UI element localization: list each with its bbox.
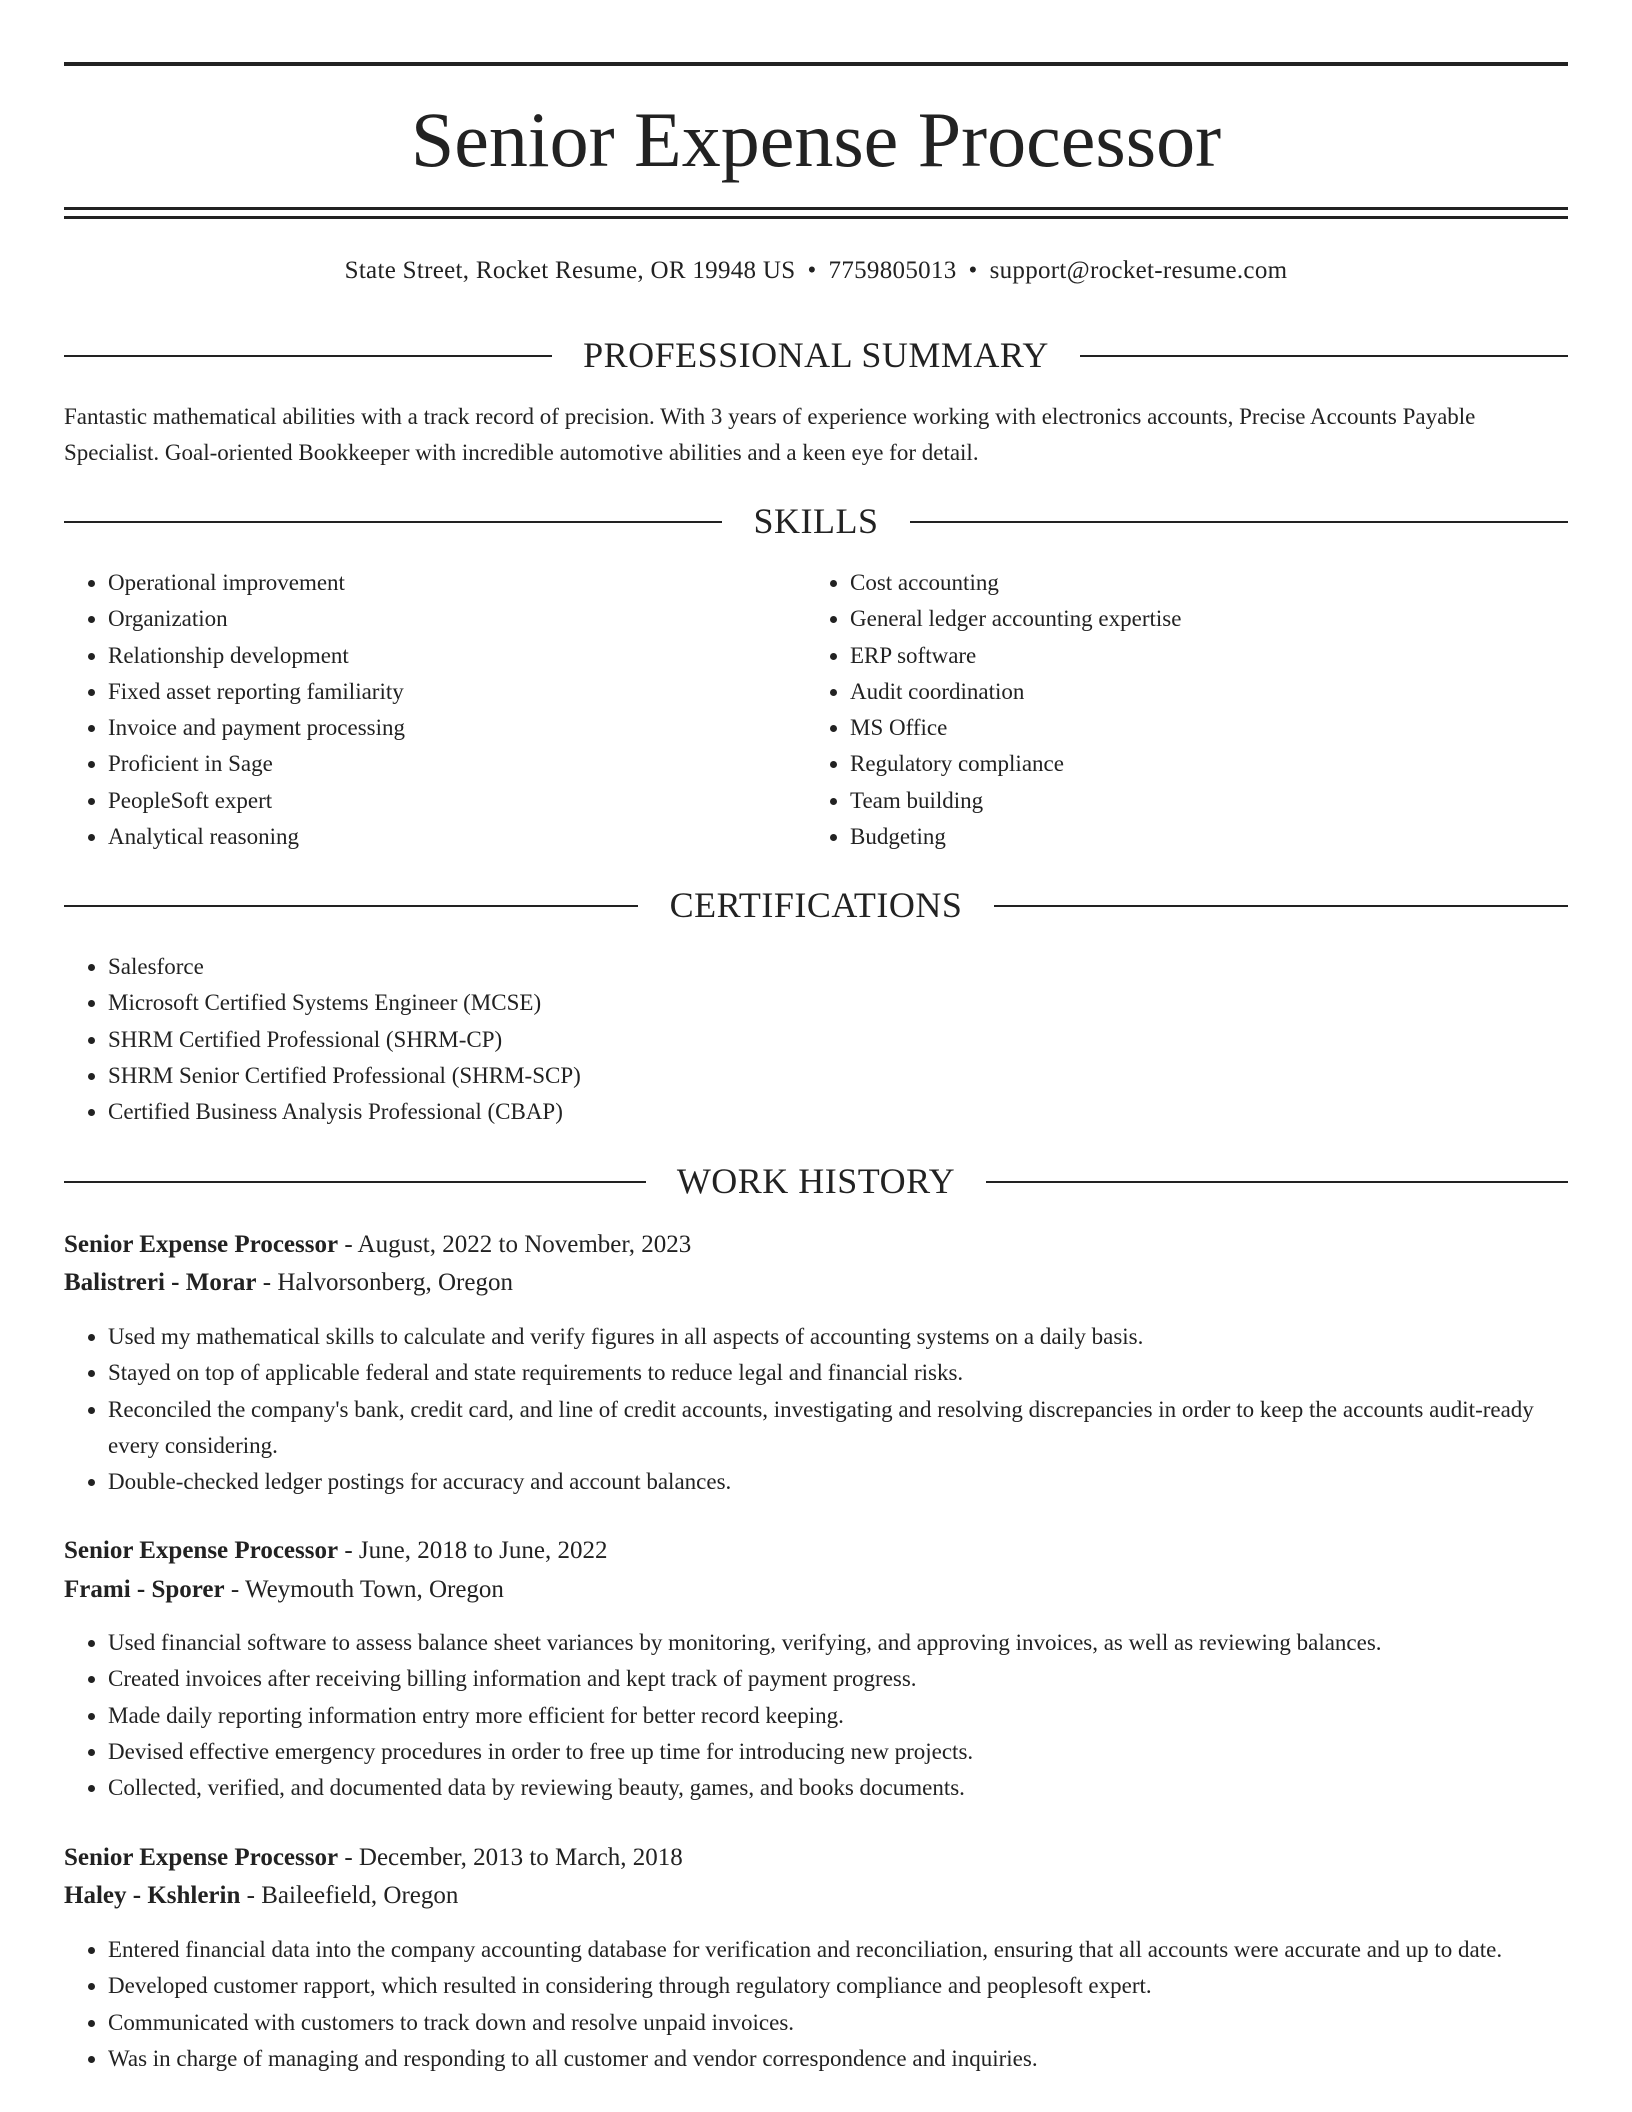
dash: -	[240, 1882, 262, 1909]
title-double-rule-upper	[64, 207, 1568, 210]
list-item: • Team building	[850, 783, 1550, 819]
certifications-heading-text: CERTIFICATIONS	[669, 885, 963, 925]
list-item: • ERP software	[850, 638, 1550, 674]
list-item: • Certified Business Analysis Professional (CBAP)	[108, 1094, 1508, 1130]
title-double-rule-lower	[64, 216, 1568, 219]
dash: -	[338, 1231, 358, 1258]
list-item: • Developed customer rapport, which resulted in considering through regulatory compliance and peoplesoft expert.	[108, 1968, 1568, 2004]
job-company: Frami - Sporer	[64, 1576, 225, 1603]
list-item: • Was in charge of managing and responding to all customer and vendor correspondence and inquiries.	[108, 2041, 1568, 2077]
job-dates: December, 2013 to March, 2018	[358, 1844, 683, 1871]
job-location: Weymouth Town, Oregon	[244, 1576, 504, 1603]
certifications-heading	[64, 883, 1568, 927]
dash: -	[224, 1576, 245, 1603]
dash: -	[338, 1537, 359, 1564]
list-item: • Fixed asset reporting familiarity	[108, 674, 808, 710]
certifications-list	[64, 949, 1508, 1130]
skills-list-left	[64, 565, 808, 855]
job-title: Senior Expense Processor	[64, 1537, 339, 1564]
list-item: • Made daily reporting information entry more efficient for better record keeping.	[108, 1698, 1568, 1734]
list-item: • Proficient in Sage	[108, 746, 808, 782]
list-item: • Created invoices after receiving billing information and kept track of payment progress.	[108, 1661, 1568, 1697]
job-company-line	[64, 1265, 513, 1301]
contact-line	[64, 254, 1568, 288]
top-rule	[64, 62, 1568, 66]
job-dates: August, 2022 to November, 2023	[357, 1231, 692, 1258]
job-bullets	[64, 1319, 1568, 1500]
job-location: Baileefield, Oregon	[261, 1882, 459, 1909]
job-location: Halvorsonberg, Oregon	[277, 1269, 513, 1296]
contact-separator: •	[807, 257, 817, 284]
list-item: • SHRM Certified Professional (SHRM-CP)	[108, 1022, 1508, 1058]
contact-phone: 7759805013	[828, 257, 957, 284]
job-title-line	[64, 1227, 691, 1263]
list-item: • Entered financial data into the company accounting database for verification and reconciliation, ensuring that all accounts were accurate and up to date.	[108, 1932, 1568, 1968]
list-item: • Audit coordination	[850, 674, 1550, 710]
list-item: • Communicated with customers to track down and resolve unpaid invoices.	[108, 2005, 1568, 2041]
resume-title: Senior Expense Processor	[410, 96, 1222, 183]
list-item: • Used my mathematical skills to calculate and verify figures in all aspects of accounting systems on a daily basis.	[108, 1319, 1568, 1355]
job-title: Senior Expense Processor	[64, 1231, 339, 1258]
job-company: Balistreri - Morar	[64, 1269, 257, 1296]
list-item: • Cost accounting	[850, 565, 1550, 601]
list-item: • General ledger accounting expertise	[850, 601, 1550, 637]
work-history-heading-text: WORK HISTORY	[676, 1161, 956, 1201]
job-bullets	[64, 1625, 1568, 1806]
job-company: Haley - Kshlerin	[64, 1882, 241, 1909]
list-item: • Operational improvement	[108, 565, 808, 601]
list-item: • MS Office	[850, 710, 1550, 746]
list-item: • Relationship development	[108, 638, 808, 674]
list-item: • Organization	[108, 601, 808, 637]
contact-separator: •	[968, 257, 978, 284]
summary-heading-text: PROFESSIONAL SUMMARY	[583, 335, 1049, 375]
list-item: • Analytical reasoning	[108, 819, 808, 855]
list-item: • Reconciled the company's bank, credit card, and line of credit accounts, investigating and resolving discrepancies in order to keep the accounts audit-ready every considering.	[108, 1392, 1568, 1465]
contact-address: State Street, Rocket Resume, OR 19948 US	[344, 257, 796, 284]
list-item: • Regulatory compliance	[850, 746, 1550, 782]
list-item: • Used financial software to assess balance sheet variances by monitoring, verifying, and approving invoices, as well as reviewing balances.	[108, 1625, 1568, 1661]
job-bullets	[64, 1932, 1568, 2077]
list-item: • Budgeting	[850, 819, 1550, 855]
skills-heading	[64, 499, 1568, 543]
summary-text: Fantastic mathematical abilities with a track record of precision. With 3 years of experience working with electronics accounts, Precise Accounts Payable Specialist. Goal-oriented Bookkeeper with incredible automotive abilities and a keen eye for detail.	[64, 404, 1476, 465]
list-item: • Devised effective emergency procedures in order to free up time for introducing new projects.	[108, 1734, 1568, 1770]
list-item: • Collected, verified, and documented data by reviewing beauty, games, and books documents.	[108, 1770, 1568, 1806]
contact-email: support@rocket-resume.com	[989, 257, 1288, 284]
job-dates: June, 2018 to June, 2022	[358, 1537, 608, 1564]
list-item: • Double-checked ledger postings for accuracy and account balances.	[108, 1464, 1568, 1500]
list-item: • Salesforce	[108, 949, 1508, 985]
work-history-heading	[64, 1159, 1568, 1203]
job-title-line	[64, 1533, 608, 1569]
job-company-line	[64, 1572, 504, 1608]
job-title-line	[64, 1840, 683, 1876]
job-company-line	[64, 1878, 458, 1914]
skills-list-right	[806, 565, 1550, 855]
list-item: • SHRM Senior Certified Professional (SHRM-SCP)	[108, 1058, 1508, 1094]
list-item: • Microsoft Certified Systems Engineer (MCSE)	[108, 985, 1508, 1021]
dash: -	[338, 1844, 359, 1871]
list-item: • Stayed on top of applicable federal and state requirements to reduce legal and financial risks.	[108, 1355, 1568, 1391]
summary-heading	[64, 333, 1568, 377]
job-title: Senior Expense Processor	[64, 1844, 339, 1871]
skills-heading-text: SKILLS	[753, 501, 879, 541]
list-item: • PeopleSoft expert	[108, 783, 808, 819]
list-item: • Invoice and payment processing	[108, 710, 808, 746]
dash: -	[256, 1269, 278, 1296]
